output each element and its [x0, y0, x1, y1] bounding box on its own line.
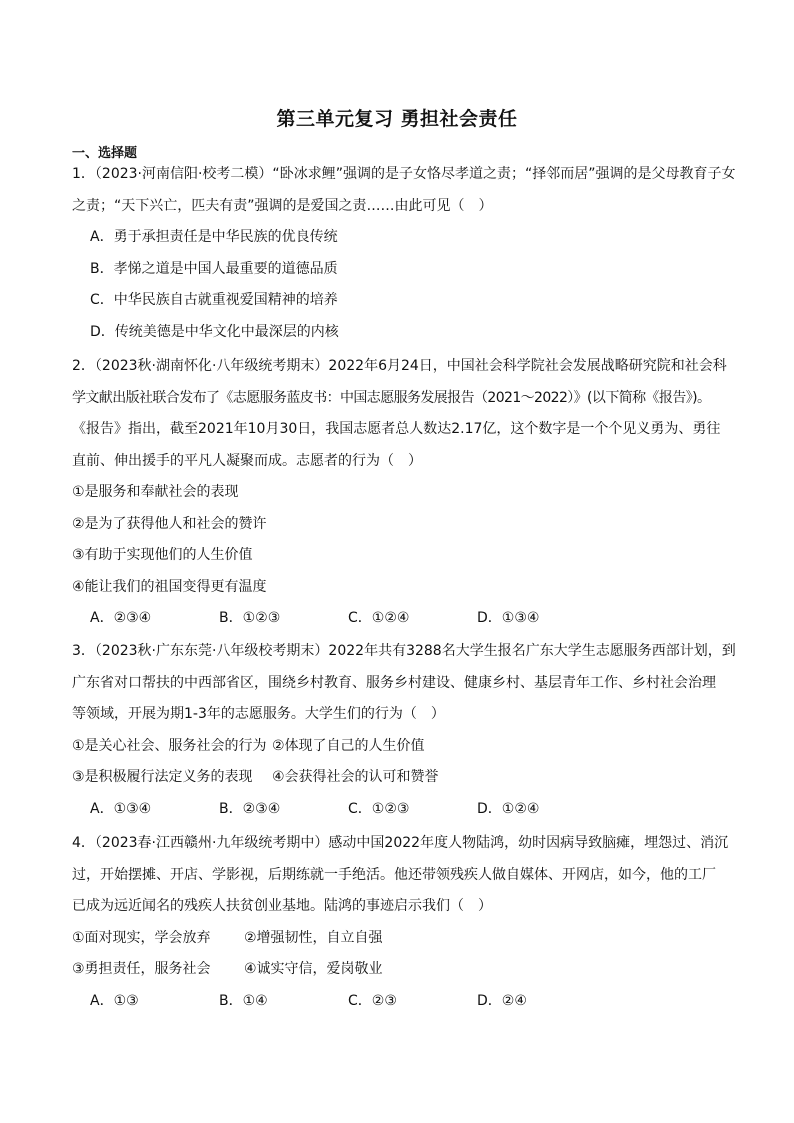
- question-1-option-a: A．勇于承担责任是中华民族的优良传统: [90, 229, 338, 245]
- question-3-options: [72, 794, 732, 826]
- section-heading: 一、选择题: [72, 146, 138, 161]
- question-4-statement-1: ①面对现实，学会放弃: [72, 929, 211, 946]
- question-3-option-a: A．①③④: [90, 800, 152, 817]
- question-3-stem-line: 等领域，开展为期1-3年的志愿服务。大学生们的行为（ ）: [72, 706, 445, 722]
- question-2-stem-line: 直前、伸出援手的平凡人凝聚而成。志愿者的行为（ ）: [72, 452, 422, 469]
- question-1-option-c: C．中华民族自古就重视爱国精神的培养: [90, 292, 338, 308]
- question-3-statement-row: [72, 762, 732, 794]
- question-3-stem-line: 3．（2023秋·广东东莞·八年级校考期末）2022年共有3288名大学生报名广东大学生志愿服务西部计划，到: [72, 643, 736, 659]
- question-2-statement-1: ①是服务和奉献社会的表现: [72, 484, 239, 500]
- question-4-options: [72, 986, 732, 1018]
- question-2-stem-line: 学文献出版社联合发布了《志愿服务蓝皮书：中国志愿服务发展报告（2021～2022）》(以下简称《报告》)。: [72, 389, 711, 406]
- question-1-option-b: B．孝悌之道是中国人最重要的道德品质: [90, 260, 338, 277]
- question-4-statement-3: ③勇担责任，服务社会: [72, 961, 211, 977]
- question-3-option-d: D．①②④: [477, 800, 540, 817]
- question-4-option-c: C．②③: [348, 992, 397, 1009]
- question-2-option-b: B．①②③: [219, 610, 281, 626]
- question-4-statement-row: [72, 923, 732, 955]
- page-title: 第三单元复习 勇担社会责任: [276, 108, 518, 130]
- question-4-statement-4: ④诚实守信，爱岗敬业: [244, 961, 383, 977]
- question-4-option-b: B．①④: [219, 992, 268, 1009]
- question-2-option-a: A．②③④: [90, 610, 152, 626]
- question-4-stem-line: 已成为远近闻名的残疾人扶贫创业基地。陆鸿的事迹启示我们（ ）: [72, 898, 492, 914]
- question-4-option-d: D．②④: [477, 992, 527, 1009]
- question-3-option-b: B．②③④: [219, 800, 281, 817]
- question-3-statement-3: ③是积极履行法定义务的表现: [72, 769, 253, 785]
- question-2-option-c: C．①②④: [348, 610, 410, 626]
- question-3: [72, 636, 736, 825]
- question-4-statement-2: ②增强韧性，自立自强: [244, 929, 383, 946]
- question-3-option-c: C．①②③: [348, 800, 410, 817]
- question-2-option-d: D．①③④: [477, 610, 540, 626]
- question-2-statement-4: ④能让我们的祖国变得更有温度: [72, 578, 267, 595]
- question-2-statement-2: ②是为了获得他人和社会的赞许: [72, 515, 267, 532]
- question-3-statement-row: [72, 731, 732, 763]
- question-1-stem-line: 1．（2023·河南信阳·校考二模）“卧冰求鲤”强调的是子女恪尽孝道之责；“择邻而居”强调的是父母教育子女: [72, 166, 736, 182]
- question-3-statement-2: ②体现了自己的人生价值: [272, 737, 425, 754]
- question-4-stem-line: 4．（2023春·江西赣州·九年级统考期中）感动中国2022年度人物陆鸿，幼时因病导致脑瘫，埋怨过、消沉: [72, 835, 729, 851]
- question-3-stem-line: 广东省对口帮扶的中西部省区，围绕乡村教育、服务乡村建设、健康乡村、基层青年工作、乡村社会治理: [72, 674, 716, 691]
- question-1-stem-line: 之责；“天下兴亡，匹夫有责”强调的是爱国之责……由此可见（ ）: [72, 197, 493, 214]
- question-4-stem-line: 过，开始摆摊、开店、学影视，后期练就一手绝活。他还带领残疾人做自媒体、开网店，如今，他的工厂: [72, 866, 716, 883]
- question-3-statement-1: ①是关心社会、服务社会的行为: [72, 737, 267, 754]
- question-4-statement-row: [72, 954, 732, 986]
- question-3-statement-4: ④会获得社会的认可和赞誉: [272, 769, 439, 785]
- question-2-stem-line: 2．（2023秋·湖南怀化·八年级统考期末）2022年6月24日，中国社会科学院社会发展战略研究院和社会科: [72, 358, 727, 374]
- question-4-option-a: A．①③: [90, 992, 139, 1009]
- question-2-stem-line: 《报告》指出，截至2021年10月30日，我国志愿者总人数达2.17亿，这个数字是一个个见义勇为、勇往: [72, 421, 721, 437]
- question-2-options: [72, 603, 732, 635]
- question-2: [72, 351, 732, 635]
- question-2-statement-3: ③有助于实现他们的人生价值: [72, 547, 253, 563]
- question-1-option-d: D．传统美德是中华文化中最深层的内核: [90, 323, 339, 340]
- question-4: [72, 828, 732, 1017]
- question-1: [72, 159, 736, 348]
